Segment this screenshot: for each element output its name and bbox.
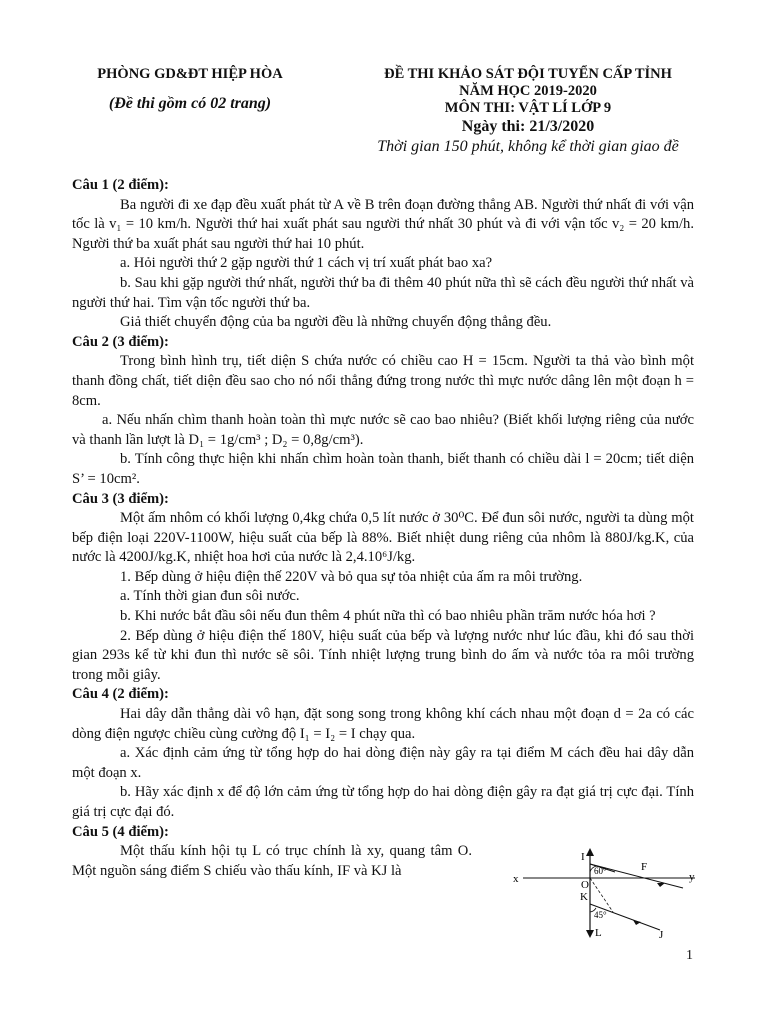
label-j: J [659,929,664,941]
q1-paragraph: b. Sau khi gặp người thứ nhất, người thứ ba đi thêm 40 phút nữa thì sẽ cách đều người thứ nhất và người thứ hai. Tìm vận tốc người thứ ba. [72,274,694,311]
header-left [70,66,310,113]
subject: MÔN THI: VẬT LÍ LỚP 9 [444,100,612,116]
header-right [318,66,738,157]
label-f: F [641,861,648,873]
school-year: NĂM HỌC 2019-2020 [459,83,597,99]
ray-if-arrow [657,883,665,887]
question-4-title: Câu 4 (2 điểm): [72,686,169,703]
question-1-title: Câu 1 (2 điểm): [72,177,169,193]
lens-diagram [505,842,705,942]
q2-paragraph: Trong bình hình trụ, tiết diện S chứa nước có chiều cao H = 15cm. Người ta thả vào bình một thanh đồng chất, tiết diện đều sao cho nó nổi thẳng đứng trong nước thì mực nước dâng lên một đoạn h = 8cm. [72,353,694,409]
page-number: 1 [686,948,693,963]
q3-paragraph: 1. Bếp dùng ở hiệu điện thế 220V và bỏ qua sự tỏa nhiệt của ấm ra môi trường. [120,568,583,585]
label-o: O [581,879,589,891]
label-angle-60: 60° [594,866,607,876]
q5-paragraph: Một thấu kính hội tụ L có trục chính là xy, quang tâm O. Một nguồn sáng điểm S chiếu vào thấu kính, IF và KJ là [72,843,472,879]
q1-paragraph: Giả thiết chuyển động của ba người đều là những chuyển động thẳng đều. [120,314,552,331]
q1-paragraph: a. Hỏi người thứ 2 gặp người thứ 1 cách vị trí xuất phát bao xa? [120,255,493,272]
ray-kj-arrow [633,920,641,925]
q2-paragraph: a. Nếu nhấn chìm thanh hoàn toàn thì mực nước sẽ cao bao nhiêu? (Biết khối lượng riêng của nước và thanh lần lượt là D₁ = 1g/cm³ ; D₂ = 0,8g/cm³). [72,412,694,448]
label-y: y [689,871,695,883]
lens-arrow-top [586,848,594,856]
q2-paragraph: b. Tính công thực hiện khi nhấn chìm hoàn toàn thanh, biết thanh có chiều dài l = 20cm; tiết diện S’ = 10cm². [72,451,694,487]
q1-paragraph: Ba người đi xe đạp đều xuất phát từ A về B trên đoạn đường thẳng AB. Người thứ nhất đi với vận tốc là v₁ = 10 km/h. Người thứ hai xuất phát sau người thứ nhất 30 phút và đi với vận tốc v₂ = 20 km/h. Người thứ ba xuất phát sau người thứ hai 10 phút. [72,196,694,252]
label-l: L [595,927,602,939]
q3-paragraph: a. Tính thời gian đun sôi nước. [120,588,300,605]
label-k: K [580,891,588,903]
question-3-title: Câu 3 (3 điểm): [72,490,169,507]
label-i: I [581,851,585,863]
exam-duration: Thời gian 150 phút, không kể thời gian giao đề [377,138,679,155]
lens-arrow-bottom [586,930,594,938]
q4-paragraph: Hai dây dẫn thẳng dài vô hạn, đặt song song trong không khí cách nhau một đoạn d = 2a có các dòng điện ngược chiều cùng cường độ I₁ = I₂ = I chạy qua. [72,706,694,742]
q3-paragraph: 2. Bếp dùng ở hiệu điện thế 180V, hiệu suất của bếp và lượng nước như lúc đầu, khi đó sau thời gian 293s kể từ khi đun thì nước sẽ sôi. Tính nhiệt lượng trung bình do ấm và nước tỏa ra môi trường trong mỗi giây. [72,627,694,683]
q3-paragraph: Một ấm nhôm có khối lượng 0,4kg chứa 0,5 lít nước ở 30⁰C. Để đun sôi nước, người ta dùng một bếp điện loại 220V-1100W, hiệu suất của bếp là 88%. Biết nhiệt dung riêng của nhôm là 880J/kg.K, của nước là 4200J/kg.K, nhiệt hoa hơi của nước là 2,4.10⁶J/kg. [72,510,694,566]
label-x: x [513,873,519,885]
department-name: PHÒNG GD&ĐT HIỆP HÒA [97,66,283,82]
label-angle-45: 45° [594,910,607,920]
exam-content [72,176,694,881]
pages-note: (Đề thi gồm có 02 trang) [108,95,272,112]
exam-date: Ngày thi: 21/3/2020 [461,118,595,135]
q3-paragraph: b. Khi nước bắt đầu sôi nếu đun thêm 4 phút nữa thì có bao nhiêu phần trăm nước hóa hơi ? [120,608,656,625]
q4-paragraph: b. Hãy xác định x để độ lớn cảm ứng từ tổng hợp do hai dòng điện gây ra đạt giá trị cực đại. Tính giá trị cực đại đó. [72,784,694,820]
exam-title: ĐỀ THI KHẢO SÁT ĐỘI TUYỂN CẤP TỈNH [384,66,672,82]
dashed-line [590,878,613,912]
question-2-title: Câu 2 (3 điểm): [72,333,169,350]
q4-paragraph: a. Xác định cảm ứng từ tổng hợp do hai dòng điện này gây ra tại điểm M cách đều hai dây dẫn một đoạn x. [72,745,694,781]
question-5-title: Câu 5 (4 điểm): [72,823,169,840]
